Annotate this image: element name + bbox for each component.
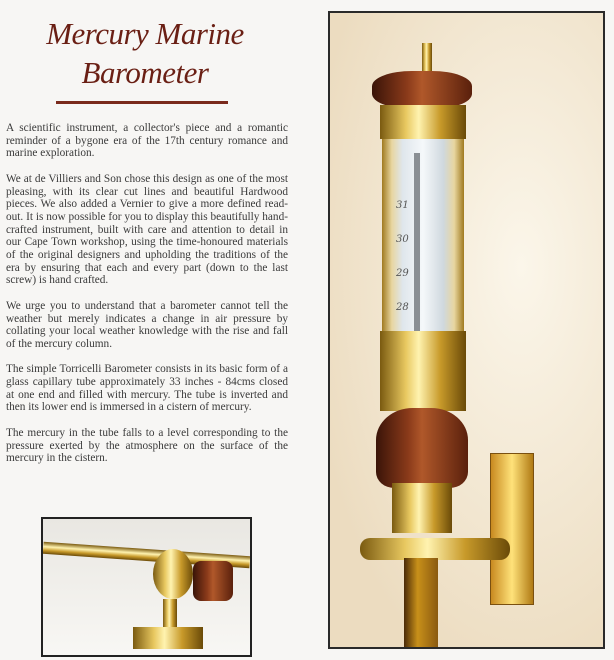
title-underline [56, 101, 228, 104]
scale-label: 30 [396, 234, 409, 245]
title-line-1: Mercury Marine [46, 16, 244, 51]
paragraph: A scientific instrument, a collector's piece and a romantic reminder of a bygone era of the 17th century romance and marine exploration. [6, 122, 288, 160]
paragraph: The mercury in the tube falls to a level corresponding to the pressure exerted by the atmosphere on the surface of the mercury in the cistern. [6, 426, 288, 465]
scale-labels [396, 189, 409, 325]
paragraph: The simple Torricelli Barometer consists in its basic form of a glass capillary tube approximately 33 inches - 84cms closed at one end and filled with mercury. The tube is inverted and then its lower end is immersed in a cistern of mercury. [6, 363, 288, 414]
title-line-2: Barometer [81, 55, 209, 90]
scale-label: 31 [396, 200, 409, 211]
barometer-photo [328, 11, 605, 649]
bracket-detail-photo [41, 517, 252, 657]
paragraph: We at de Villiers and Son chose this design as one of the most pleasing, with its clear cut lines and beautiful Hardwood pieces. We also added a Vernier to give a more defined read-out. It is now possible for you to display this beautifully hand-crafted instrument, built with care and attention to detail in our Cape Town workshop, using the time-honoured materials of the original designers and upholding the traditions of the era by ensuring that each and every part (down to the last screw) is hand crafted. [6, 172, 288, 287]
paragraph: We urge you to understand that a barometer cannot tell the weather but merely indicates a change in air pressure by collating your local weather knowledge with the rise and fall of the mercury column. [6, 299, 288, 350]
scale-label: 29 [396, 268, 409, 279]
body-text [6, 122, 288, 478]
scale-label: 28 [396, 302, 409, 313]
